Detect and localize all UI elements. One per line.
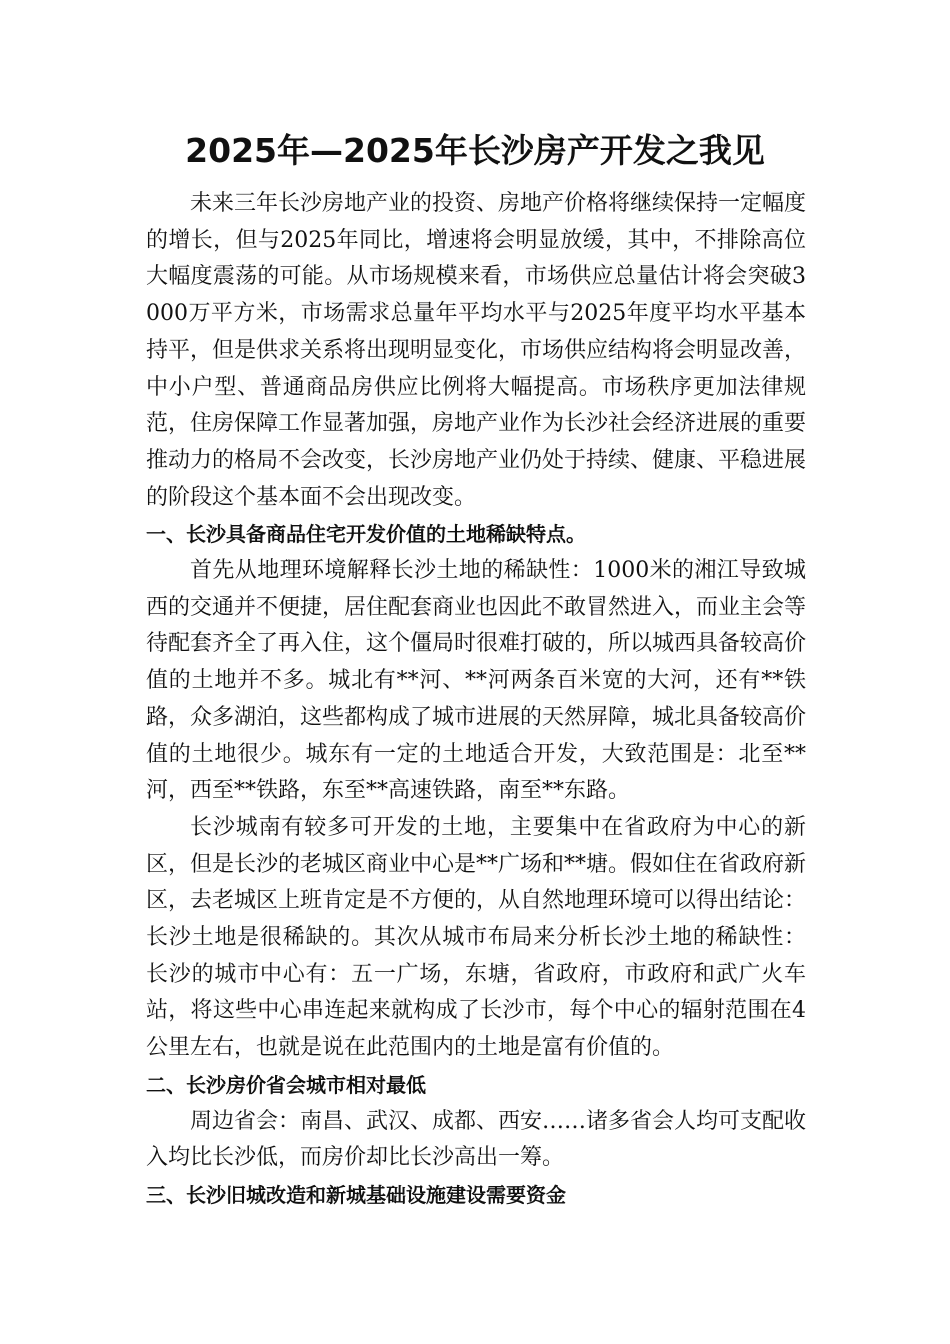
paragraph-provincial-capitals: 周边省会：南昌、武汉、成都、西安……诸多省会人均可支配收入均比长沙低，而房价却比长沙高出一筹。 xyxy=(146,1108,807,1171)
paragraph-intro: 未来三年长沙房地产业的投资、房地产价格将继续保持一定幅度的增长，但与2025年同比，增速将会明显放缓，其中，不排除高位大幅度震荡的可能。从市场规模来看，市场供应总量估计将会突破3000万平方米，市场需求总量年平均水平与2025年度平均水平基本持平，但是供求关系将出现明显变化，市场供应结构将会明显改善，中小户型、普通商品房供应比例将大幅提高。市场秩序更加法律规范，住房保障工作显著加强，房地产业作为长沙社会经济进展的重要推动力的格局不会改变，长沙房地产业仍处于持续、健康、平稳进展的阶段这个基本面不会出现改变。 xyxy=(146,191,807,510)
paragraph-city-layout: 长沙城南有较多可开发的土地，主要集中在省政府为中心的新区，但是长沙的老城区商业中心是**广场和**塘。假如住在省政府新区，去老城区上班肯定是不方便的，从自然地理环境可以得出结论：长沙土地是很稀缺的。其次从城市布局来分析长沙土地的稀缺性： 长沙的城市中心有：五一广场，东塘，省政府，市政府和武广火车站，将这些中心串连起来就构成了长沙市，每个中心的辐射范围在4公里左右，也就是说在此范围内的土地是富有价值的。 xyxy=(146,814,807,1061)
section-heading-2: 二、长沙房价省会城市相对最低 xyxy=(146,1072,426,1097)
document-body xyxy=(146,186,806,1214)
document-title: 2025年—2025年长沙房产开发之我见 xyxy=(185,131,765,170)
paragraph-geography: 首先从地理环境解释长沙土地的稀缺性：1000米的湘江导致城西的交通并不便捷，居住配套商业也因此不敢冒然进入，而业主会等待配套齐全了再入住，这个僵局时很难打破的，所以城西具备较高价值的土地并不多。城北有**河、**河两条百米宽的大河，还有**铁路，众多湖泊，这些都构成了城市进展的天然屏障，城北具备较高价值的土地很少。城东有一定的土地适合开发，大致范围是：北至**河，西至**铁路，东至**高速铁路，南至**东路。 xyxy=(146,558,807,804)
section-heading-3: 三、长沙旧城改造和新城基础设施建设需要资金 xyxy=(146,1182,566,1207)
section-heading-1: 一、长沙具备商品住宅开发价值的土地稀缺特点。 xyxy=(146,522,586,547)
